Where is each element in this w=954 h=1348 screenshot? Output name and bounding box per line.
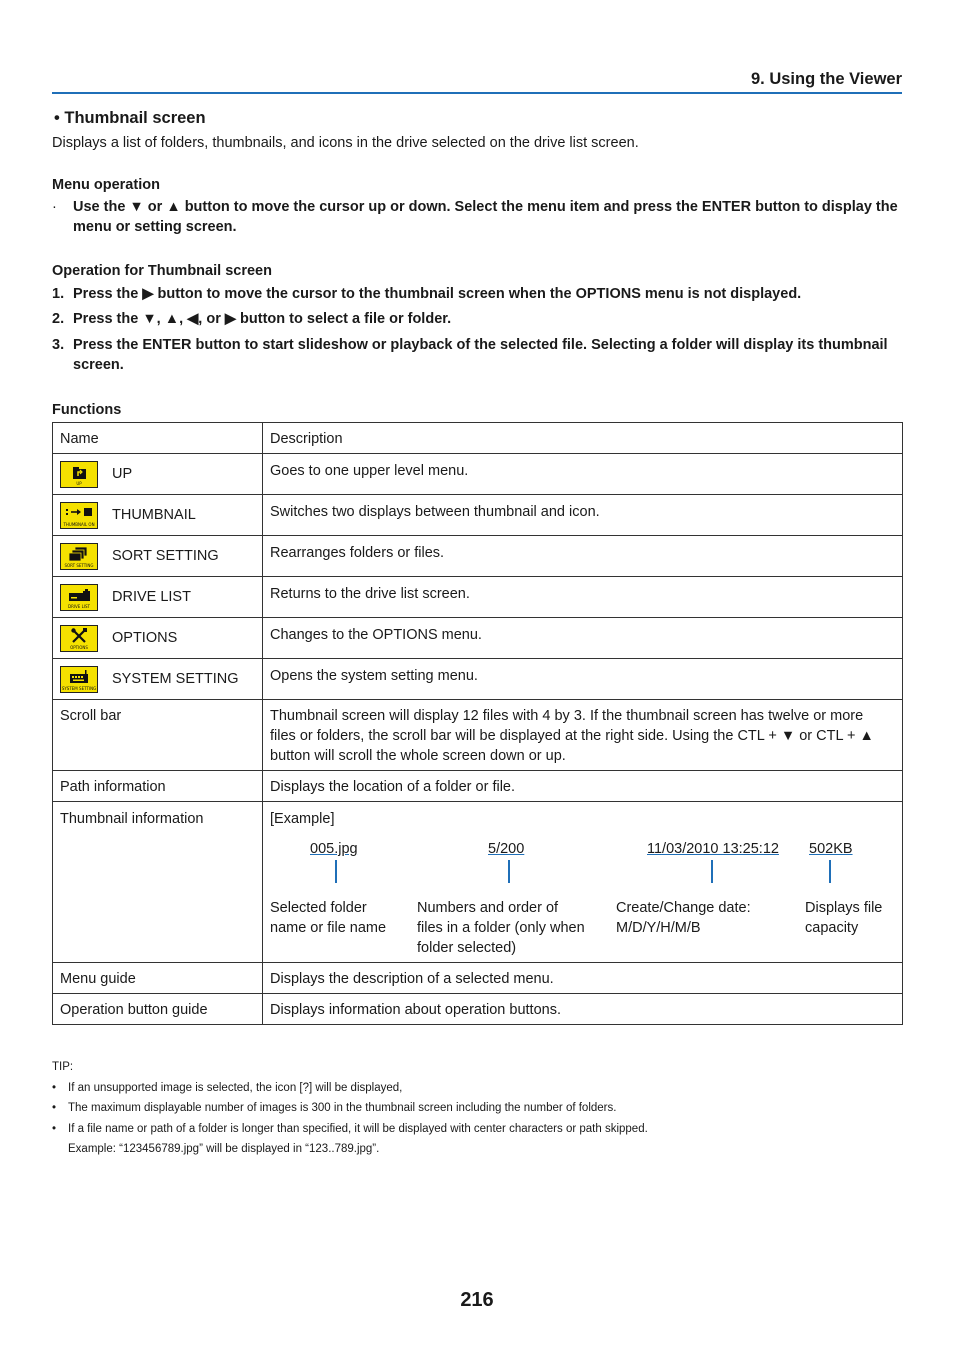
caption-line: M/D/Y/H/M/B (616, 920, 701, 936)
page-number: 216 (460, 1289, 494, 1311)
sort-setting-icon (60, 543, 98, 570)
header-rule (52, 92, 902, 94)
step-text-line-2: screen. (73, 357, 124, 373)
pointer-line (829, 860, 831, 883)
icon-caption: SORT SETTING (64, 562, 94, 568)
menu-operation-heading: Menu operation (52, 177, 160, 193)
pointer-line (711, 860, 713, 883)
example-label: [Example] (270, 811, 335, 827)
bullet: • (52, 1081, 57, 1094)
step-number: 3. (52, 337, 65, 353)
menu-operation-text (52, 197, 904, 237)
function-description: Rearranges folders or files. (270, 545, 445, 561)
intro-text: Displays a list of folders, thumbnails, and icons in the drive selected on the drive list screen. (52, 135, 639, 151)
step-text: Press the ▶ button to move the cursor to the thumbnail screen when the OPTIONS menu is not displayed. (73, 286, 802, 302)
functions-heading: Functions (52, 402, 122, 418)
function-name: OPTIONS (112, 630, 178, 646)
example-date: 11/03/2010 13:25:12 (647, 841, 779, 857)
function-name: SORT SETTING (112, 548, 219, 564)
description-line: files or folders, the scroll bar will be displayed at the right side. Using the CTL + ▼ or CTL + ▲ (270, 728, 874, 744)
tip-text: If an unsupported image is selected, the icon [?] will be displayed, (68, 1081, 403, 1094)
function-description: Changes to the OPTIONS menu. (270, 627, 482, 643)
caption-line: Selected folder (270, 900, 367, 916)
function-name: THUMBNAIL (112, 507, 196, 523)
caption-line: Numbers and order of (417, 900, 559, 916)
caption-line: files in a folder (only when (417, 920, 585, 936)
section-title: 9. Using the Viewer (751, 70, 902, 88)
function-description: Switches two displays between thumbnail and icon. (270, 504, 600, 520)
tip-text: The maximum displayable number of images is 300 in the thumbnail screen including the number of folders. (68, 1102, 617, 1114)
icon-caption: THUMBNAIL ON (63, 521, 95, 527)
icon-caption: DRIVE LIST (68, 603, 90, 609)
menu-operation-line-2: menu or setting screen. (73, 219, 237, 235)
tip-item (52, 1098, 648, 1119)
caption-line: Create/Change date: (616, 900, 751, 916)
table-row (53, 994, 903, 1025)
table-row (53, 771, 903, 802)
up-folder-icon (60, 461, 98, 488)
caption-line: Displays file (805, 900, 883, 916)
function-name: UP (112, 466, 133, 482)
function-description: Opens the system setting menu. (270, 668, 478, 684)
tip-text: Example: “123456789.jpg” will be displayed in “123..789.jpg”. (68, 1143, 380, 1155)
col-description-header: Description (263, 423, 903, 454)
step-text: Press the ▼, ▲, ◀, or ▶ button to select a file or folder. (73, 311, 452, 327)
operation-thumbnail-heading: Operation for Thumbnail screen (52, 263, 272, 279)
thumbnail-info-example (263, 802, 902, 962)
table-row (53, 659, 903, 700)
thumbnail-screen-heading: • Thumbnail screen (54, 109, 206, 127)
caption-line: capacity (805, 920, 859, 936)
caption-filename (270, 898, 386, 938)
options-tools-icon (60, 625, 98, 652)
table-row (53, 495, 903, 536)
example-file-order: 5/200 (488, 841, 525, 857)
function-description: Returns to the drive list screen. (270, 586, 470, 602)
tip-text: If a file name or path of a folder is longer than specified, it will be displayed with center characters or path skipped. (68, 1122, 648, 1135)
table-row (53, 618, 903, 659)
function-description: Displays the location of a folder or file. (263, 771, 903, 802)
function-name: SYSTEM SETTING (112, 671, 239, 687)
table-row (53, 963, 903, 994)
tip-section (52, 1057, 648, 1160)
function-name: Thumbnail information (53, 802, 263, 963)
bullet: • (52, 1122, 57, 1135)
function-name: Operation button guide (53, 994, 263, 1025)
caption-line: name or file name (270, 920, 387, 936)
function-description: Goes to one upper level menu. (270, 463, 469, 479)
pointer-line (508, 860, 510, 883)
function-description: Displays the description of a selected menu. (263, 963, 903, 994)
function-name: Scroll bar (53, 700, 263, 771)
function-name: Path information (53, 771, 263, 802)
tip-label: TIP: (52, 1061, 74, 1073)
step-number: 2. (52, 311, 65, 327)
table-row (53, 700, 903, 771)
tip-item (52, 1078, 648, 1099)
bullet: • (52, 1102, 57, 1114)
function-description: Displays information about operation buttons. (263, 994, 903, 1025)
system-setting-icon (60, 666, 98, 693)
caption-file-size (805, 898, 882, 938)
tip-example (52, 1139, 648, 1160)
example-filename: 005.jpg (310, 841, 358, 857)
operation-step-1 (52, 284, 904, 304)
function-name: Menu guide (53, 963, 263, 994)
table-row (53, 577, 903, 618)
function-name: DRIVE LIST (112, 589, 191, 605)
example-file-size: 502KB (809, 841, 853, 857)
pointer-line (335, 860, 337, 883)
description-line: button will scroll the whole screen down or up. (270, 748, 566, 764)
icon-caption: SYSTEM SETTING (61, 685, 97, 691)
drive-list-icon (60, 584, 98, 611)
icon-caption: UP (76, 480, 82, 486)
step-number: 1. (52, 286, 65, 302)
bullet: · (52, 199, 57, 215)
table-row (53, 536, 903, 577)
operation-step-2 (52, 309, 904, 329)
operation-step-3 (52, 335, 904, 375)
table-row (53, 454, 903, 495)
caption-date (616, 898, 751, 938)
functions-table (52, 422, 903, 1025)
caption-file-order (417, 898, 585, 958)
description-line: Thumbnail screen will display 12 files with 4 by 3. If the thumbnail screen has twelve or more (270, 708, 864, 724)
tip-item (52, 1119, 648, 1140)
menu-operation-line-1: Use the ▼ or ▲ button to move the cursor up or down. Select the menu item and press the ENTER button to display the (73, 199, 898, 215)
step-text-line-1: Press the ENTER button to start slideshow or playback of the selected file. Selecting a folder will display its thumbnail (73, 337, 888, 353)
function-description (263, 700, 903, 771)
caption-line: folder selected) (417, 940, 517, 956)
table-row (53, 802, 903, 963)
icon-caption: OPTIONS (70, 644, 88, 650)
table-header-row (53, 423, 903, 454)
thumbnail-toggle-icon (60, 502, 98, 529)
col-name-header: Name (53, 423, 263, 454)
